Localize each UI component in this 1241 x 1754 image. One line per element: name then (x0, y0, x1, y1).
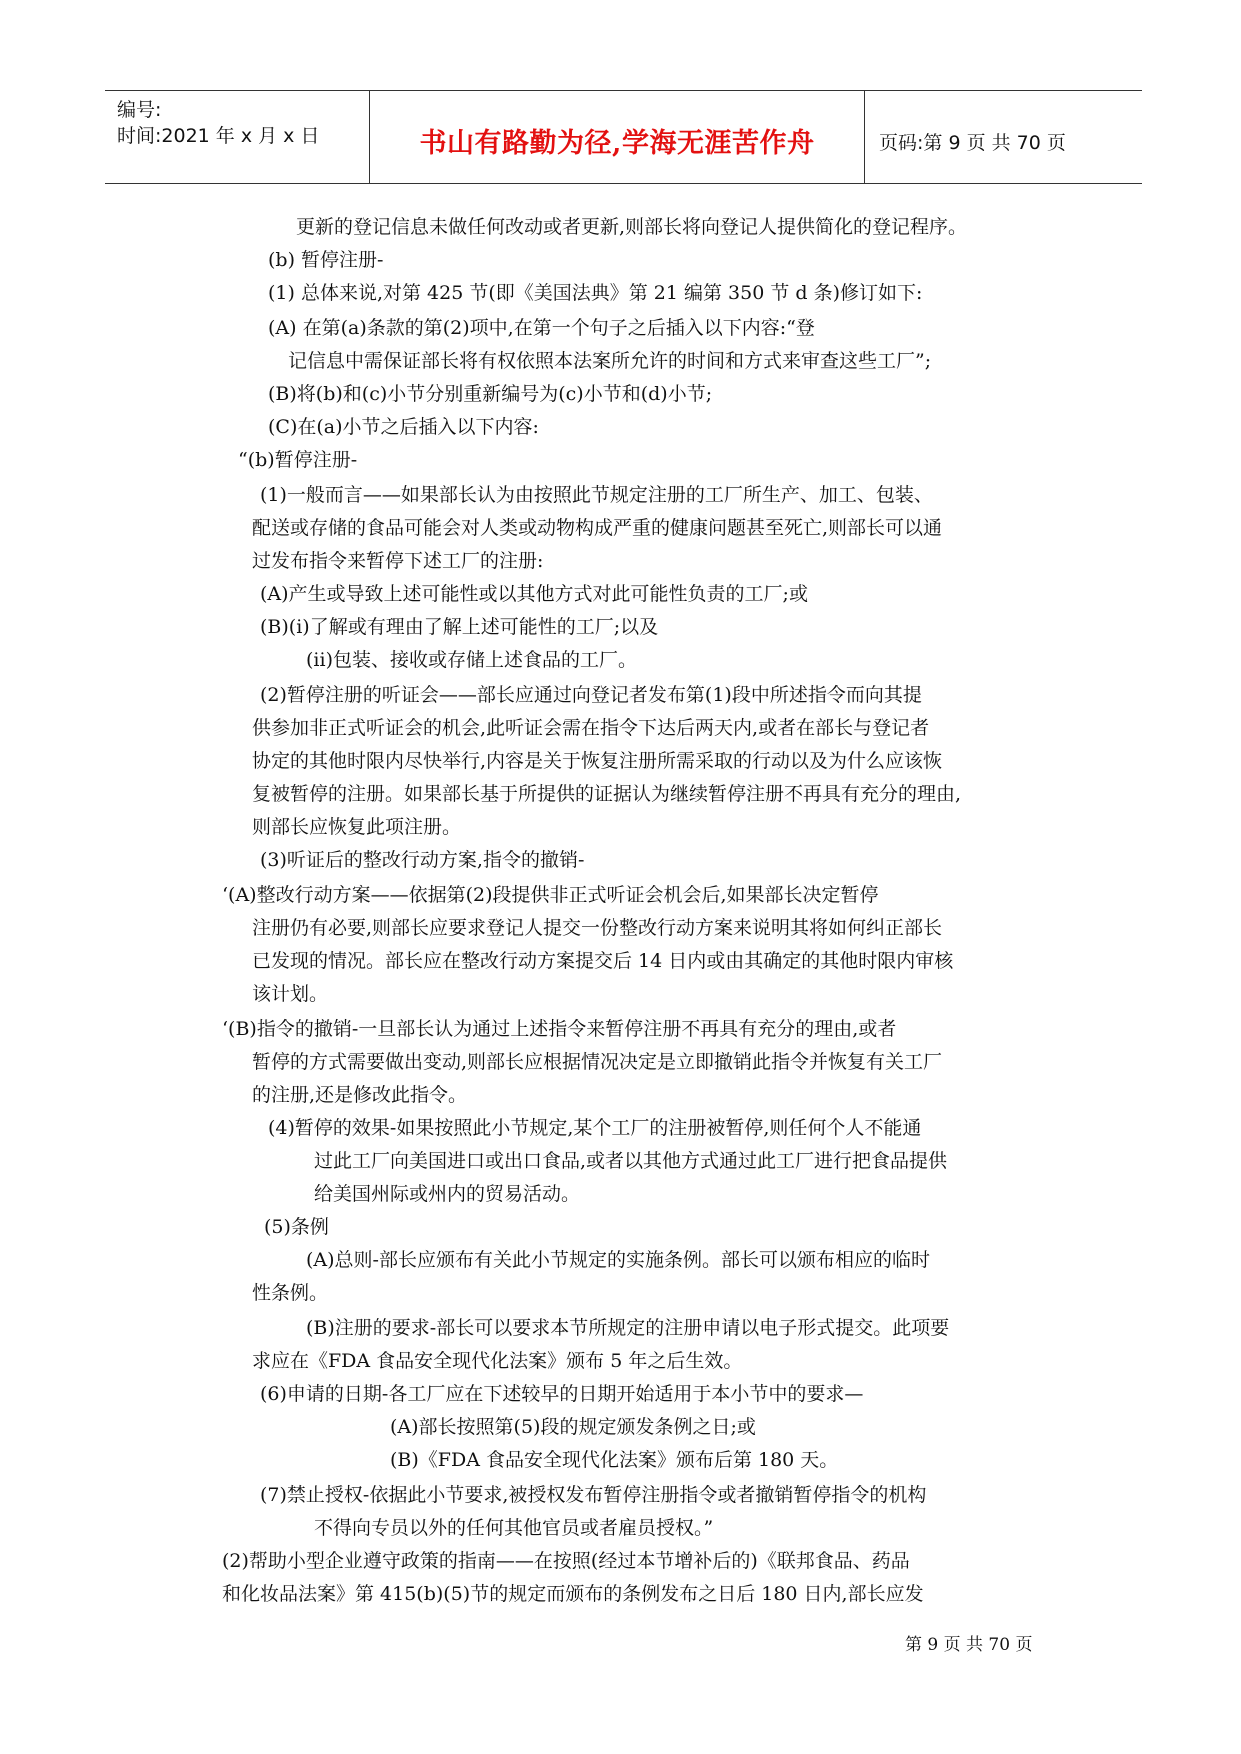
text-line: 协定的其他时限内尽快举行,内容是关于恢复注册所需采取的行动以及为什么应该恢 (252, 750, 943, 772)
text-line: (A) 在第(a)条款的第(2)项中,在第一个句子之后插入以下内容:“登 (268, 317, 815, 339)
text-line: (1)一般而言——如果部长认为由按照此节规定注册的工厂所生产、加工、包装、 (260, 484, 933, 506)
text-line: (ii)包装、接收或存储上述食品的工厂。 (306, 649, 637, 671)
text-line: 该计划。 (252, 983, 329, 1005)
page-footer: 第 9 页 共 70 页 (905, 1635, 1033, 1655)
text-line: (B)注册的要求-部长可以要求本节所规定的注册申请以电子形式提交。此项要 (306, 1317, 950, 1339)
text-line: 已发现的情况。部长应在整改行动方案提交后 14 日内或由其确定的其他时限内审核 (252, 950, 954, 972)
text-line: 性条例。 (252, 1282, 329, 1304)
page-header (105, 90, 1142, 184)
text-line: 和化妆品法案》第 415(b)(5)节的规定而颁布的条例发布之日后 180 日内,部长应发 (222, 1583, 924, 1605)
text-line: (B)(i)了解或有理由了解上述可能性的工厂;以及 (260, 616, 659, 638)
text-line: ‘(B)指令的撤销-一旦部长认为通过上述指令来暂停注册不再具有充分的理由,或者 (222, 1018, 897, 1040)
text-line: (3)听证后的整改行动方案,指令的撤销- (260, 849, 585, 871)
text-line: (5)条例 (264, 1216, 329, 1238)
header-page-cell (865, 91, 1142, 183)
text-line: (4)暂停的效果-如果按照此小节规定,某个工厂的注册被暂停,则任何个人不能通 (268, 1117, 922, 1139)
text-line: (1) 总体来说,对第 425 节(即《美国法典》第 21 编第 350 节 d 条)修订如下: (268, 282, 923, 304)
text-line: ‘(A)整改行动方案——依据第(2)段提供非正式听证会机会后,如果部长决定暂停 (222, 884, 879, 906)
text-line: (A)产生或导致上述可能性或以其他方式对此可能性负责的工厂;或 (260, 583, 808, 605)
text-line: 更新的登记信息未做任何改动或者更新,则部长将向登记人提供简化的登记程序。 (296, 216, 968, 238)
text-line: (C)在(a)小节之后插入以下内容: (268, 416, 539, 438)
text-line: (2)暂停注册的听证会——部长应通过向登记者发布第(1)段中所述指令而向其提 (260, 684, 922, 706)
text-line: 不得向专员以外的任何其他官员或者雇员授权。” (314, 1517, 714, 1539)
text-line: 过发布指令来暂停下述工厂的注册: (252, 550, 544, 572)
header-motto-cell (369, 91, 865, 183)
text-line: 记信息中需保证部长将有权依照本法案所允许的时间和方式来审查这些工厂”; (288, 350, 932, 372)
text-line: (B)《FDA 食品安全现代化法案》颁布后第 180 天。 (390, 1449, 839, 1471)
text-line: (B)将(b)和(c)小节分别重新编号为(c)小节和(d)小节; (268, 383, 713, 405)
text-line: 则部长应恢复此项注册。 (252, 816, 462, 838)
text-line: “(b)暂停注册- (238, 449, 358, 471)
text-line: 暂停的方式需要做出变动,则部长应根据情况决定是立即撤销此指令并恢复有关工厂 (252, 1051, 943, 1073)
text-line: (b) 暂停注册- (268, 249, 384, 271)
header-page-code: 页码:第 9 页 共 70 页 (879, 132, 1066, 154)
text-line: 注册仍有必要,则部长应要求登记人提交一份整改行动方案来说明其将如何纠正部长 (252, 917, 943, 939)
text-line: (2)帮助小型企业遵守政策的指南——在按照(经过本节增补后的)《联邦食品、药品 (222, 1550, 910, 1572)
header-info-cell (105, 91, 369, 183)
document-number-label: 编号: (117, 99, 162, 121)
text-line: 供参加非正式听证会的机会,此听证会需在指令下达后两天内,或者在部长与登记者 (252, 717, 930, 739)
text-line: 求应在《FDA 食品安全现代化法案》颁布 5 年之后生效。 (252, 1350, 743, 1372)
header-motto: 书山有路勤为径,学海无涯苦作舟 (419, 128, 815, 159)
text-line: 配送或存储的食品可能会对人类或动物构成严重的健康问题甚至死亡,则部长可以通 (252, 517, 943, 539)
text-line: (7)禁止授权-依据此小节要求,被授权发布暂停注册指令或者撤销暂停指令的机构 (260, 1484, 927, 1506)
text-line: (A)总则-部长应颁布有关此小节规定的实施条例。部长可以颁布相应的临时 (306, 1249, 930, 1271)
text-line: 给美国州际或州内的贸易活动。 (314, 1183, 581, 1205)
text-line: 复被暂停的注册。如果部长基于所提供的证据认为继续暂停注册不再具有充分的理由, (252, 783, 962, 805)
text-line: 的注册,还是修改此指令。 (252, 1084, 468, 1106)
text-line: 过此工厂向美国进口或出口食品,或者以其他方式通过此工厂进行把食品提供 (314, 1150, 948, 1172)
text-line: (6)申请的日期-各工厂应在下述较早的日期开始适用于本小节中的要求— (260, 1383, 864, 1405)
document-time-label: 时间:2021 年 x 月 x 日 (117, 125, 320, 147)
text-line: (A)部长按照第(5)段的规定颁发条例之日;或 (390, 1416, 756, 1438)
